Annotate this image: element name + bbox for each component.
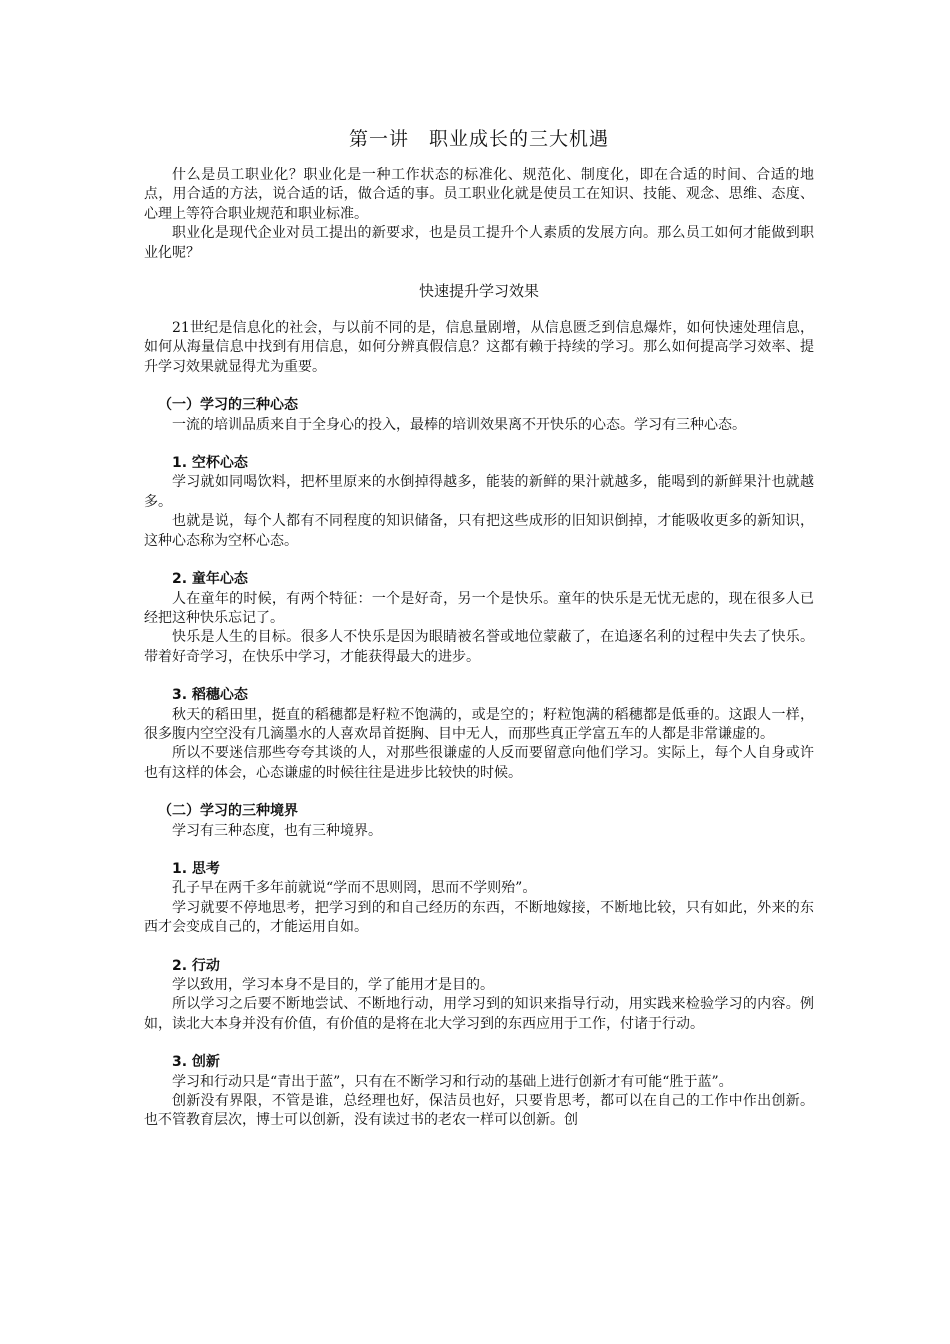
body-paragraph: 所以不要迷信那些夸夸其谈的人，对那些很谦虚的人反而要留意向他们学习。实际上，每个人自身或许也有这样的体会，心态谦虚的时候往往是进步比较快的时候。 [144,745,814,781]
subsection-heading: 3. 稻穗心态 [172,687,248,704]
body-paragraph: 学习就要不停地思考，把学习到的和自己经历的东西，不断地嫁接，不断地比较，只有如此，外来的东西才会变成自己的，才能运用自如。 [144,899,814,936]
intro-paragraph: 什么是员工职业化？职业化是一种工作状态的标准化、规范化、制度化，即在合适的时间、合适的地点，用合适的方法，说合适的话，做合适的事。员工职业化就是使员工在知识、技能、观念、思维、态度、心理上等符合职业规范和职业标准。 [144,167,814,222]
intro-paragraph: 职业化是现代企业对员工提出的新要求，也是员工提升个人素质的发展方向。那么员工如何才能做到职业化呢？ [144,225,814,261]
subsection-heading: 2. 行动 [172,957,220,974]
subsection-heading: 1. 空杯心态 [172,455,248,472]
body-paragraph: 创新没有界限，不管是谁，总经理也好，保洁员也好，只要肯思考，都可以在自己的工作中作出创新。也不管教育层次，博士可以创新，没有读过书的老农一样可以创新。创 [144,1093,814,1129]
body-paragraph: 所以学习之后要不断地尝试、不断地行动，用学习到的知识来指导行动，用实践来检验学习的内容。例如，读北大本身并没有价值，有价值的是将在北大学习到的东西应用于工作，付诸于行动。 [144,996,814,1032]
body-paragraph: 孔子早在两千多年前就说“学而不思则罔，思而不学则殆”。 [172,880,537,897]
section-heading-mindsets: （一）学习的三种心态 [158,397,298,414]
section-subtitle: 快速提升学习效果 [418,282,539,301]
body-paragraph: 人在童年的时候，有两个特征：一个是好奇，另一个是快乐。童年的快乐是无忧无虑的，现在很多人已经把这种快乐忘记了。 [144,590,814,626]
lecture-title: 第一讲 职业成长的三大机遇 [348,128,609,150]
subtitle-intro-paragraph: 21世纪是信息化的社会，与以前不同的是，信息量剧增，从信息匮乏到信息爆炸，如何快速处理信息，如何从海量信息中找到有用信息，如何分辨真假信息？这都有赖于持续的学习。那么如何提高学习效率、提升学习效果就显得尤为重要。 [144,320,814,375]
subsection-heading: 3. 创新 [172,1054,220,1071]
body-paragraph: 秋天的稻田里，挺直的稻穗都是籽粒不饱满的，或是空的；籽粒饱满的稻穗都是低垂的。这跟人一样，很多腹内空空没有几滴墨水的人喜欢昂首挺胸、目中无人，而那些真正学富五车的人都是非常谦虚的。 [144,706,814,742]
section-intro-paragraph: 学习有三种态度，也有三种境界。 [172,822,382,839]
body-paragraph: 快乐是人生的目标。很多人不快乐是因为眼睛被名誉或地位蒙蔽了，在追逐名利的过程中失去了快乐。带着好奇学习，在快乐中学习，才能获得最大的进步。 [144,629,814,665]
body-paragraph: 学以致用，学习本身不是目的，学了能用才是目的。 [172,977,494,993]
document-page [144,124,814,1131]
subsection-heading: 2. 童年心态 [172,571,248,588]
body-paragraph: 学习就如同喝饮料，把杯里原来的水倒掉得越多，能装的新鲜的果汁就越多，能喝到的新鲜果汁也就越多。 [144,474,814,510]
subsection-heading: 1. 思考 [172,860,220,877]
body-paragraph: 学习和行动只是“青出于蓝”，只有在不断学习和行动的基础上进行创新才有可能“胜于蓝”。 [172,1073,733,1090]
section-intro-paragraph: 一流的培训品质来自于全身心的投入，最棒的培训效果离不开快乐的心态。学习有三种心态。 [172,416,746,433]
section-heading-realms: （二）学习的三种境界 [158,803,298,820]
body-paragraph: 也就是说，每个人都有不同程度的知识储备，只有把这些成形的旧知识倒掉，才能吸收更多的新知识，这种心态称为空杯心态。 [144,513,814,549]
